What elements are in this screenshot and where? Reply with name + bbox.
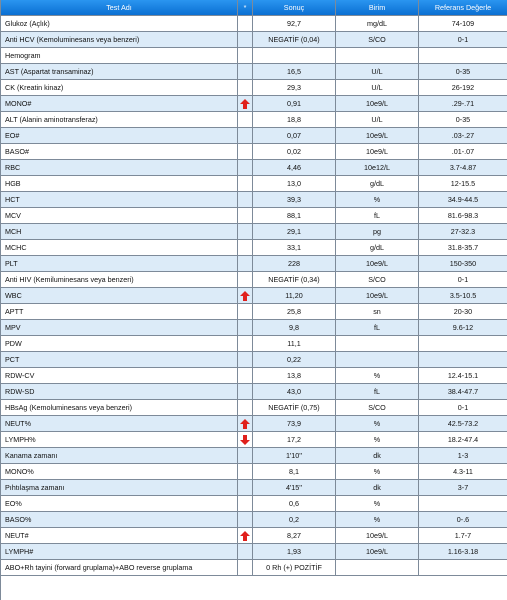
cell-result: 25,8 xyxy=(253,304,336,320)
cell-unit: % xyxy=(336,368,419,384)
cell-unit: 10e12/L xyxy=(336,160,419,176)
cell-flag xyxy=(238,224,253,240)
cell-test-name: PCT xyxy=(1,352,238,368)
cell-reference: 1.7-7 xyxy=(419,528,507,544)
cell-test-name: WBC xyxy=(1,288,238,304)
cell-test-name: HBsAg (Kemoluminesans veya benzeri) xyxy=(1,400,238,416)
cell-test-name: PLT xyxy=(1,256,238,272)
cell-result: 1,93 xyxy=(253,544,336,560)
cell-reference: 81.6-98.3 xyxy=(419,208,507,224)
cell-flag xyxy=(238,480,253,496)
cell-result: 92,7 xyxy=(253,16,336,32)
cell-reference: 12-15.5 xyxy=(419,176,507,192)
cell-flag xyxy=(238,272,253,288)
cell-reference: .01-.07 xyxy=(419,144,507,160)
cell-test-name: Pıhtılaşma zamanı xyxy=(1,480,238,496)
cell-test-name: MONO% xyxy=(1,464,238,480)
cell-test-name: RDW-CV xyxy=(1,368,238,384)
cell-result: 11,1 xyxy=(253,336,336,352)
cell-result: 33,1 xyxy=(253,240,336,256)
cell-flag xyxy=(238,16,253,32)
cell-test-name: RDW-SD xyxy=(1,384,238,400)
cell-test-name: HCT xyxy=(1,192,238,208)
cell-flag xyxy=(238,256,253,272)
cell-result: 17,2 xyxy=(253,432,336,448)
cell-flag xyxy=(238,400,253,416)
cell-result xyxy=(253,48,336,64)
cell-unit: % xyxy=(336,432,419,448)
cell-result: 4,46 xyxy=(253,160,336,176)
cell-result: 18,8 xyxy=(253,112,336,128)
cell-test-name: RBC xyxy=(1,160,238,176)
cell-result: 43,0 xyxy=(253,384,336,400)
cell-result: 0,02 xyxy=(253,144,336,160)
cell-unit: dk xyxy=(336,480,419,496)
cell-flag xyxy=(238,560,253,576)
cell-reference: 31.8-35.7 xyxy=(419,240,507,256)
cell-unit: g/dL xyxy=(336,240,419,256)
cell-result: 0 Rh (+) POZİTİF xyxy=(253,560,336,576)
cell-reference: 0-.6 xyxy=(419,512,507,528)
cell-reference: 34.9-44.5 xyxy=(419,192,507,208)
cell-result: 0,6 xyxy=(253,496,336,512)
cell-reference: 0-1 xyxy=(419,272,507,288)
cell-flag xyxy=(238,80,253,96)
cell-reference: 12.4-15.1 xyxy=(419,368,507,384)
cell-reference xyxy=(419,48,507,64)
cell-result: 8,27 xyxy=(253,528,336,544)
cell-flag xyxy=(238,528,253,544)
column-header-reference[interactable]: Referans Değerle xyxy=(419,0,507,16)
column-header-flag[interactable]: * xyxy=(238,0,253,16)
cell-reference: 1-3 xyxy=(419,448,507,464)
cell-result: 9,8 xyxy=(253,320,336,336)
cell-flag xyxy=(238,64,253,80)
cell-result: 4'15'' xyxy=(253,480,336,496)
cell-flag xyxy=(238,128,253,144)
cell-test-name: HGB xyxy=(1,176,238,192)
cell-unit: U/L xyxy=(336,80,419,96)
cell-test-name: MONO# xyxy=(1,96,238,112)
cell-unit: 10e9/L xyxy=(336,96,419,112)
cell-flag xyxy=(238,384,253,400)
cell-unit: 10e9/L xyxy=(336,256,419,272)
cell-test-name: Hemogram xyxy=(1,48,238,64)
cell-unit xyxy=(336,48,419,64)
cell-reference: 1.16-3.18 xyxy=(419,544,507,560)
cell-test-name: AST (Aspartat transaminaz) xyxy=(1,64,238,80)
cell-reference: 18.2-47.4 xyxy=(419,432,507,448)
cell-flag xyxy=(238,512,253,528)
cell-test-name: MCH xyxy=(1,224,238,240)
cell-reference: 26-192 xyxy=(419,80,507,96)
cell-flag xyxy=(238,416,253,432)
cell-flag xyxy=(238,48,253,64)
cell-unit: % xyxy=(336,464,419,480)
cell-reference: 9.6-12 xyxy=(419,320,507,336)
cell-test-name: LYMPH# xyxy=(1,544,238,560)
cell-test-name: APTT xyxy=(1,304,238,320)
cell-flag xyxy=(238,432,253,448)
cell-reference: 27-32.3 xyxy=(419,224,507,240)
cell-unit: dk xyxy=(336,448,419,464)
cell-flag xyxy=(238,336,253,352)
cell-reference xyxy=(419,352,507,368)
cell-reference xyxy=(419,336,507,352)
cell-reference xyxy=(419,560,507,576)
cell-flag xyxy=(238,144,253,160)
cell-test-name: Anti HIV (Kemiluminesans veya benzeri) xyxy=(1,272,238,288)
cell-flag xyxy=(238,320,253,336)
cell-test-name: PDW xyxy=(1,336,238,352)
cell-reference: 3.5-10.5 xyxy=(419,288,507,304)
cell-unit: sn xyxy=(336,304,419,320)
cell-test-name: Glukoz (Açlık) xyxy=(1,16,238,32)
cell-test-name: NEUT% xyxy=(1,416,238,432)
cell-unit: S/CO xyxy=(336,272,419,288)
cell-unit: % xyxy=(336,416,419,432)
cell-result: 0,91 xyxy=(253,96,336,112)
cell-result: 11,20 xyxy=(253,288,336,304)
cell-test-name: EO# xyxy=(1,128,238,144)
cell-reference: 0-1 xyxy=(419,32,507,48)
cell-flag xyxy=(238,352,253,368)
cell-flag xyxy=(238,208,253,224)
cell-flag xyxy=(238,288,253,304)
cell-result: 8,1 xyxy=(253,464,336,480)
cell-result: NEGATİF (0,75) xyxy=(253,400,336,416)
cell-flag xyxy=(238,192,253,208)
cell-reference: 3-7 xyxy=(419,480,507,496)
cell-unit xyxy=(336,336,419,352)
cell-test-name: CK (Kreatin kinaz) xyxy=(1,80,238,96)
cell-result: NEGATİF (0,34) xyxy=(253,272,336,288)
cell-flag xyxy=(238,240,253,256)
cell-test-name: BASO% xyxy=(1,512,238,528)
cell-unit: 10e9/L xyxy=(336,528,419,544)
cell-test-name: LYMPH% xyxy=(1,432,238,448)
cell-test-name: MCHC xyxy=(1,240,238,256)
cell-flag xyxy=(238,96,253,112)
cell-flag xyxy=(238,32,253,48)
cell-result: 13,8 xyxy=(253,368,336,384)
cell-test-name: BASO# xyxy=(1,144,238,160)
cell-result: 73,9 xyxy=(253,416,336,432)
cell-flag xyxy=(238,176,253,192)
cell-test-name: Anti HCV (Kemoluminesans veya benzeri) xyxy=(1,32,238,48)
cell-reference: 0-1 xyxy=(419,400,507,416)
arrow-up-icon xyxy=(240,99,250,109)
cell-flag xyxy=(238,496,253,512)
cell-unit xyxy=(336,352,419,368)
cell-unit: % xyxy=(336,496,419,512)
cell-result: 0,2 xyxy=(253,512,336,528)
cell-reference: 42.5-73.2 xyxy=(419,416,507,432)
cell-unit: S/CO xyxy=(336,32,419,48)
cell-result: 0,22 xyxy=(253,352,336,368)
cell-test-name: ALT (Alanin aminotransferaz) xyxy=(1,112,238,128)
cell-flag xyxy=(238,544,253,560)
cell-flag xyxy=(238,304,253,320)
cell-reference: .29-.71 xyxy=(419,96,507,112)
cell-reference: 74-109 xyxy=(419,16,507,32)
cell-result: 88,1 xyxy=(253,208,336,224)
column-header-test-name[interactable]: Test Adı xyxy=(1,0,238,16)
cell-unit xyxy=(336,560,419,576)
cell-flag xyxy=(238,160,253,176)
cell-unit: S/CO xyxy=(336,400,419,416)
cell-flag xyxy=(238,448,253,464)
cell-unit: 10e9/L xyxy=(336,144,419,160)
cell-result: 228 xyxy=(253,256,336,272)
cell-reference: 4.3-11 xyxy=(419,464,507,480)
cell-reference: 0-35 xyxy=(419,64,507,80)
cell-reference: 20-30 xyxy=(419,304,507,320)
cell-unit: g/dL xyxy=(336,176,419,192)
cell-unit: mg/dL xyxy=(336,16,419,32)
cell-result: 1'10'' xyxy=(253,448,336,464)
cell-reference: 38.4-47.7 xyxy=(419,384,507,400)
cell-unit: fL xyxy=(336,320,419,336)
cell-unit: % xyxy=(336,192,419,208)
cell-reference: 0-35 xyxy=(419,112,507,128)
cell-reference: .03-.27 xyxy=(419,128,507,144)
cell-unit: 10e9/L xyxy=(336,288,419,304)
cell-reference: 150-350 xyxy=(419,256,507,272)
cell-reference: 3.7-4.87 xyxy=(419,160,507,176)
cell-test-name: Kanama zamanı xyxy=(1,448,238,464)
cell-unit: % xyxy=(336,512,419,528)
cell-result: 29,1 xyxy=(253,224,336,240)
cell-result: NEGATİF (0,04) xyxy=(253,32,336,48)
cell-unit: 10e9/L xyxy=(336,544,419,560)
arrow-up-icon xyxy=(240,419,250,429)
cell-test-name: ABO+Rh tayini (forward gruplama)+ABO reverse gruplama xyxy=(1,560,238,576)
cell-test-name: NEUT# xyxy=(1,528,238,544)
cell-unit: pg xyxy=(336,224,419,240)
cell-unit: U/L xyxy=(336,112,419,128)
cell-reference xyxy=(419,496,507,512)
cell-result: 39,3 xyxy=(253,192,336,208)
column-header-result[interactable]: Sonuç xyxy=(253,0,336,16)
arrow-up-icon xyxy=(240,531,250,541)
cell-test-name: MPV xyxy=(1,320,238,336)
cell-flag xyxy=(238,368,253,384)
cell-result: 13,0 xyxy=(253,176,336,192)
cell-unit: fL xyxy=(336,384,419,400)
arrow-down-icon xyxy=(240,435,250,445)
cell-flag xyxy=(238,464,253,480)
cell-test-name: MCV xyxy=(1,208,238,224)
cell-unit: U/L xyxy=(336,64,419,80)
cell-result: 0,07 xyxy=(253,128,336,144)
cell-result: 16,5 xyxy=(253,64,336,80)
column-header-unit[interactable]: Birim xyxy=(336,0,419,16)
cell-unit: fL xyxy=(336,208,419,224)
cell-result: 29,3 xyxy=(253,80,336,96)
cell-unit: 10e9/L xyxy=(336,128,419,144)
cell-test-name: EO% xyxy=(1,496,238,512)
cell-flag xyxy=(238,112,253,128)
arrow-up-icon xyxy=(240,291,250,301)
